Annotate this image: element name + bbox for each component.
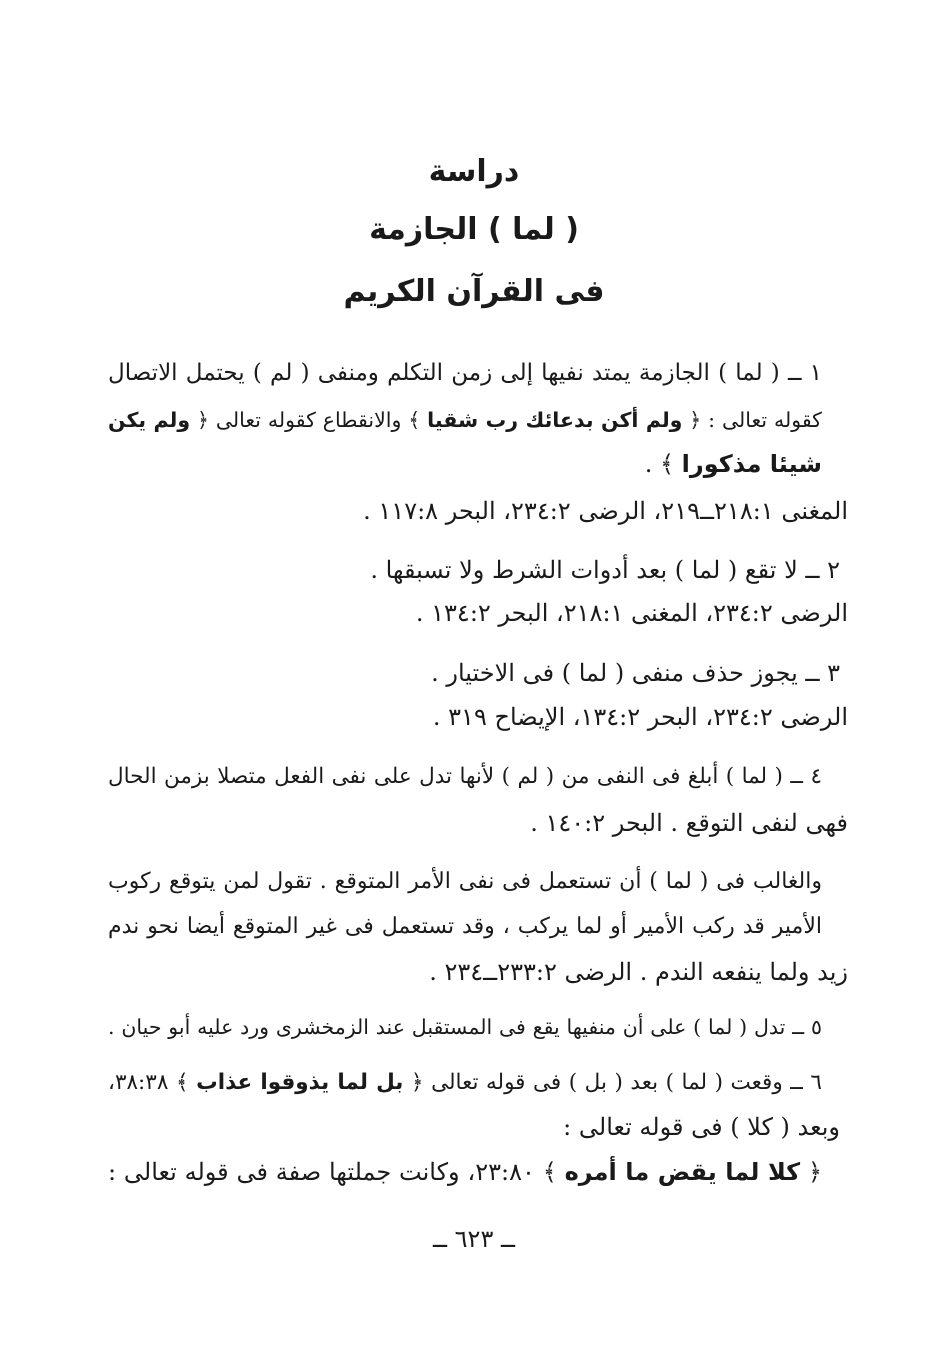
item-3-reference: الرضى ٢٣٤:٢، البحر ١٣٤:٢، الإيضاح ٣١٩ . xyxy=(432,703,848,731)
item-2-reference: الرضى ٢٣٤:٢، المغنى ٢١٨:١، البحر ١٣٤:٢ . xyxy=(415,599,848,627)
heading-lamma-jazima: ( لما ) الجازمة xyxy=(369,212,579,247)
quran-quote: ولم أكن بدعائك رب شقيا xyxy=(427,408,683,432)
quran-quote: كلا لما يقض ما أمره xyxy=(564,1158,801,1186)
item-3-line-1: ٣ ــ يجوز حذف منفى ( لما ) فى الاختيار . xyxy=(431,659,840,687)
ornate-close-bracket: ﴾ xyxy=(175,1070,189,1095)
quran-quote: ولم يكن xyxy=(108,408,191,432)
heading-study: دراسة xyxy=(428,154,520,189)
paragraph-usage-line-2: الأمير قد ركب الأمير أو لما يركب ، وقد تستعمل فى غير المتوقع أيضا نحو ندم xyxy=(108,914,822,939)
paragraph-usage-line-3: زيد ولما ينفعه الندم . الرضى ٢٣٣:٢ــ٢٣٤ . xyxy=(429,958,848,986)
ornate-open-bracket: ﴿ xyxy=(196,408,209,432)
item-5-line-1: ٥ ــ تدل ( لما ) على أن منفيها يقع فى المستقبل عند الزمخشرى ورد عليه أبو حيان . xyxy=(108,1015,822,1039)
item-1-line-3 xyxy=(645,447,822,481)
item-1-line-2 xyxy=(108,403,822,437)
page-number: ــ ٦٢٣ ــ xyxy=(432,1225,516,1253)
item-6-line-2: وبعد ( كلا ) فى قوله تعالى : xyxy=(563,1113,840,1141)
item-1-text-a: كقوله تعالى : xyxy=(701,408,822,432)
quran-quote: شيئا مذكورا xyxy=(681,450,822,478)
quran-quote: بل لما يذوقوا عذاب xyxy=(196,1070,404,1095)
item-6-line-3 xyxy=(108,1155,822,1189)
ornate-open-bracket: ﴿ xyxy=(807,1158,823,1186)
paragraph-usage-line-1: والغالب فى ( لما ) أن تستعمل فى نفى الأمر المتوقع . تقول لمن يتوقع ركوب xyxy=(108,869,822,894)
item-1-text-b: والانقطاع كقوله تعالى xyxy=(208,408,409,432)
item-6-text-c: ٢٣:٨٠، وكانت جملتها صفة فى قوله تعالى : xyxy=(108,1158,543,1186)
item-1-reference: المغنى ٢١٨:١ــ٢١٩، الرضى ٢٣٤:٢، البحر ١١٧:٨ . xyxy=(363,497,848,525)
ornate-open-bracket: ﴿ xyxy=(410,1070,424,1095)
item-6-text-a: ٦ ــ وقعت ( لما ) بعد ( بل ) فى قوله تعالى xyxy=(423,1070,822,1095)
ornate-close-bracket: ﴾ xyxy=(659,450,675,478)
item-4-line-2: فهى لنفى التوقع . البحر ١٤٠:٢ . xyxy=(530,809,848,837)
ornate-open-bracket: ﴿ xyxy=(689,408,702,432)
item-6-text-b: ٣٨:٣٨، xyxy=(108,1070,176,1095)
ornate-close-bracket: ﴾ xyxy=(408,408,421,432)
ornate-close-bracket: ﴾ xyxy=(542,1158,557,1186)
heading-in-quran: فى القرآن الكريم xyxy=(343,274,605,309)
item-1-text-c: . xyxy=(644,450,660,478)
item-1-line-1: ١ ــ ( لما ) الجازمة يمتد نفيها إلى زمن التكلم ومنفى ( لم ) يحتمل الاتصال xyxy=(108,360,822,386)
item-2-line-1: ٢ ــ لا تقع ( لما ) بعد أدوات الشرط ولا تسبقها . xyxy=(370,556,840,584)
item-4-line-1: ٤ ــ ( لما ) أبلغ فى النفى من ( لم ) لأنها تدل على نفى الفعل متصلا بزمن الحال xyxy=(108,764,822,789)
item-6-line-1 xyxy=(108,1066,822,1100)
